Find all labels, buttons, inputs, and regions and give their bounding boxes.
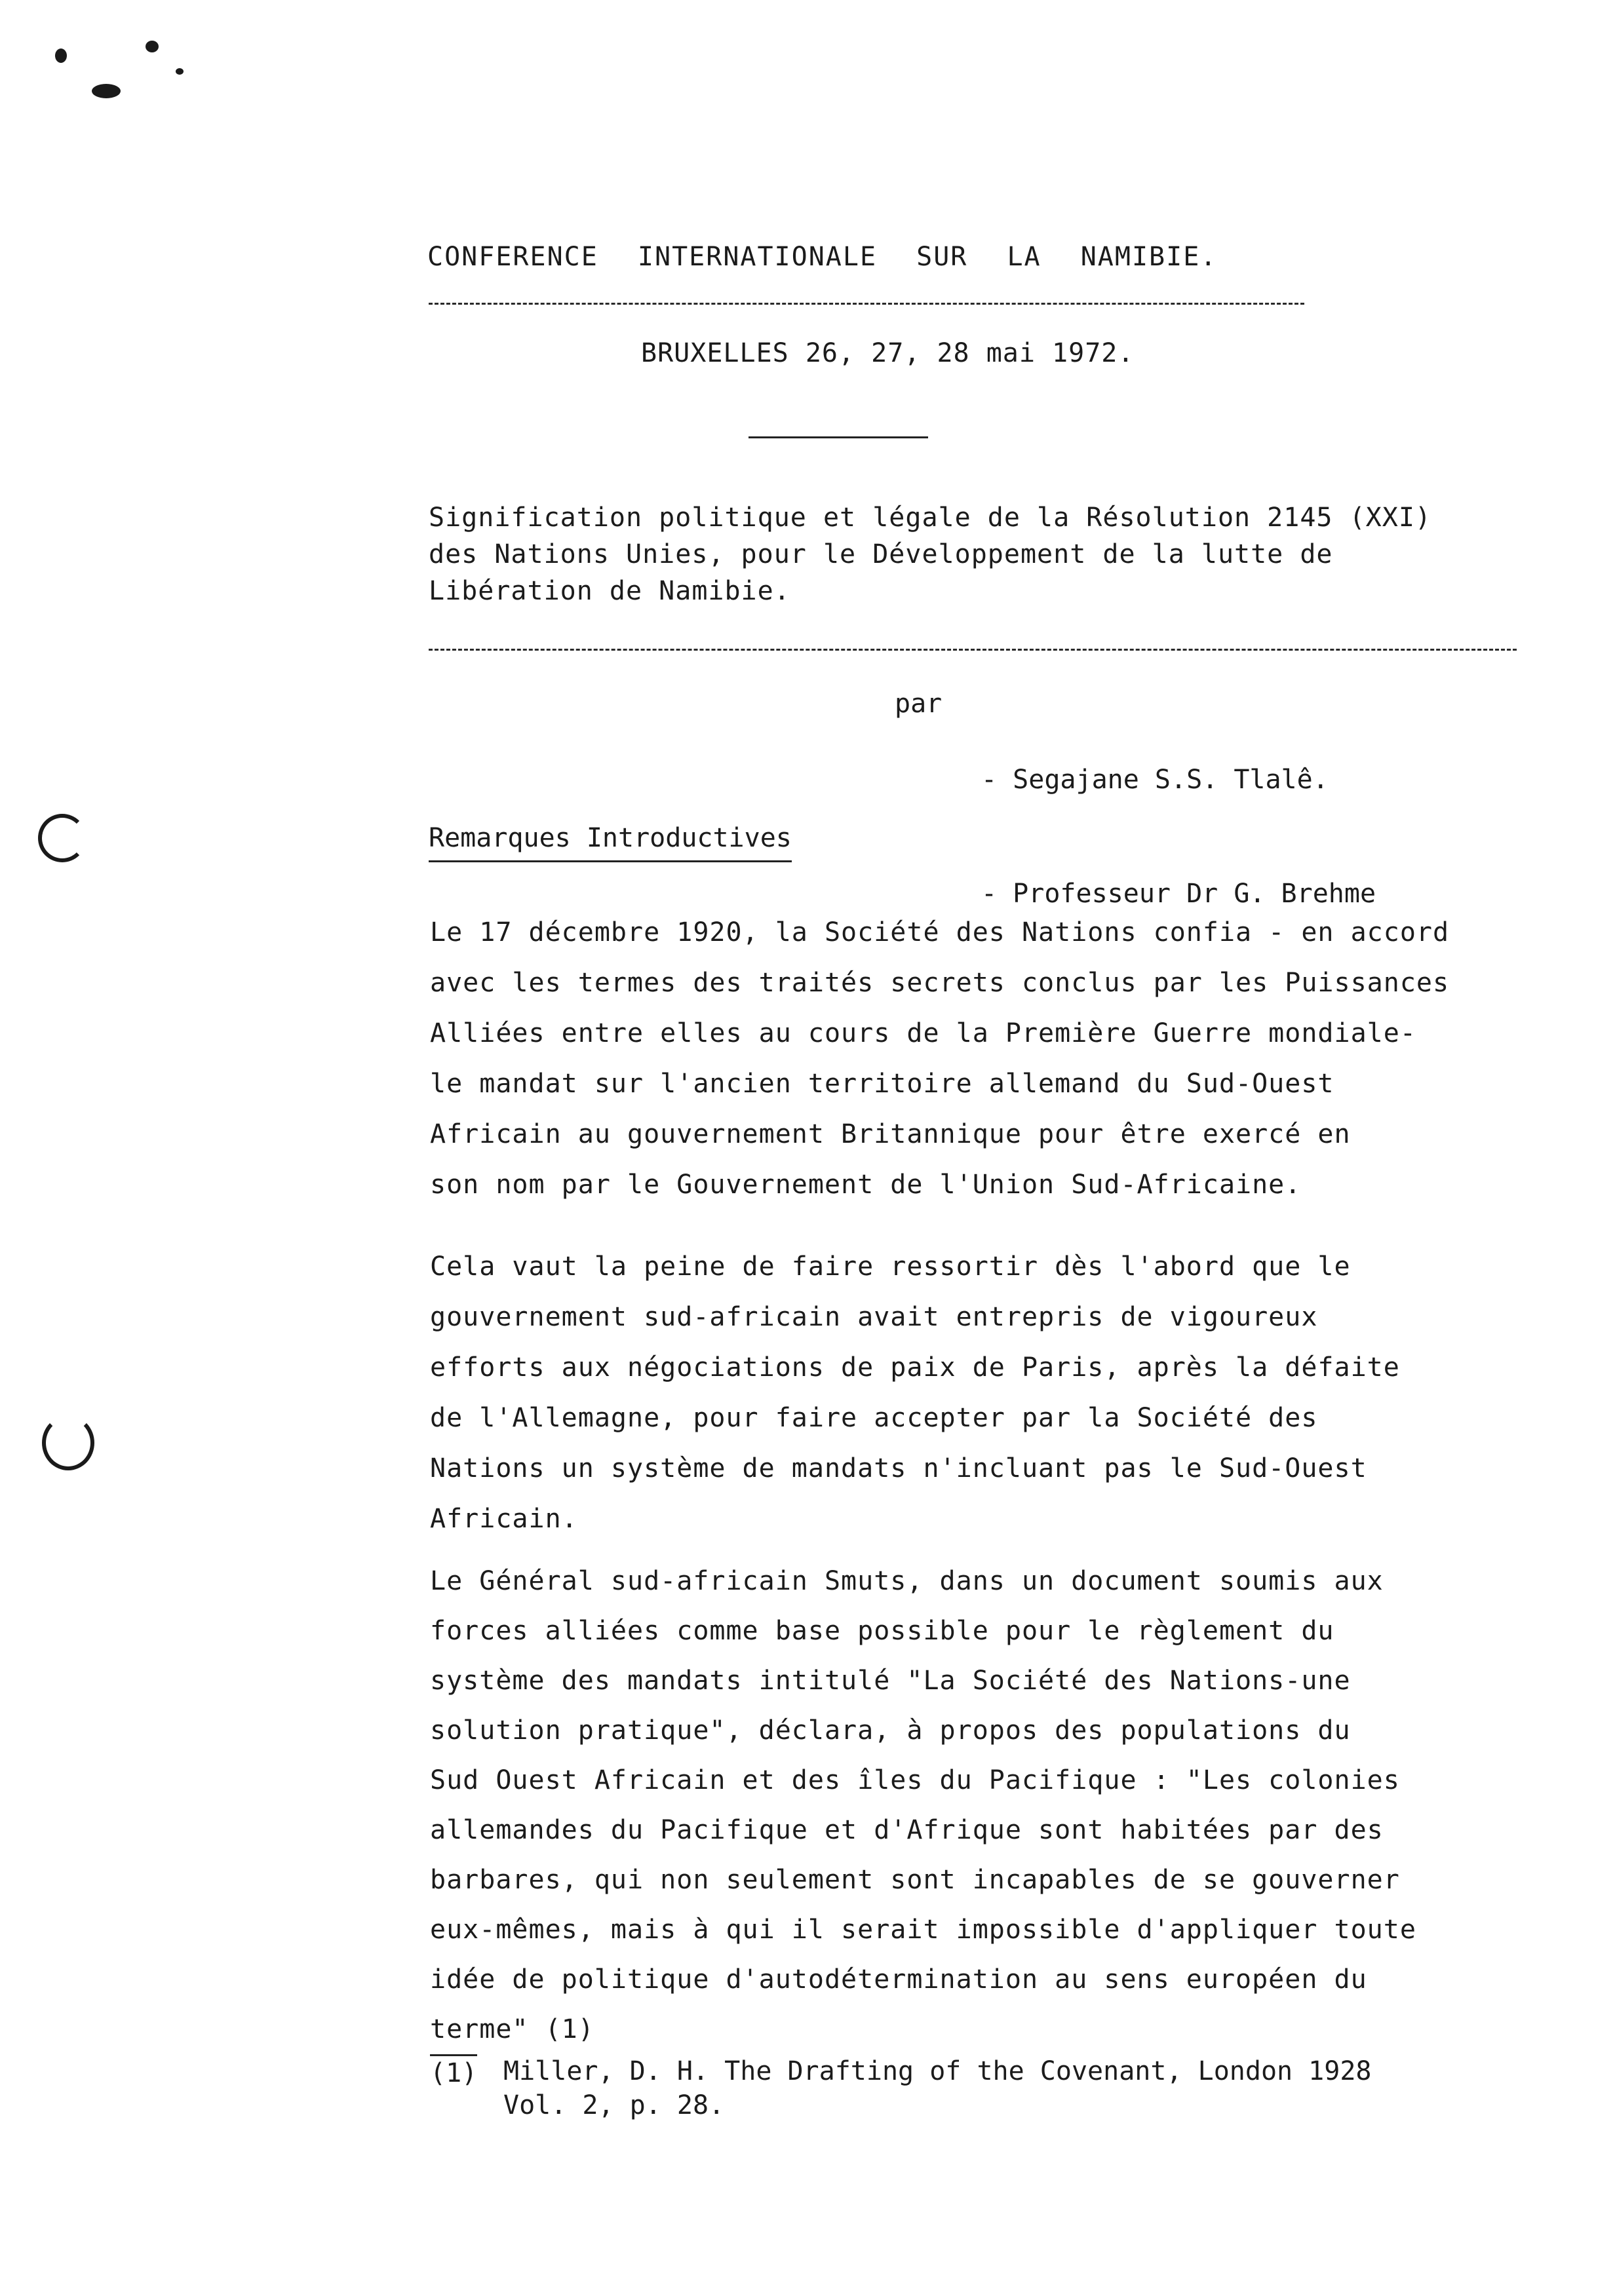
by-label: par <box>895 689 943 719</box>
scan-smudge <box>146 41 159 52</box>
subject-dashed-rule <box>429 649 1517 651</box>
author-name: - Professeur Dr G. Brehme <box>981 879 1376 909</box>
author-name: - Segajane S.S. Tlalê. <box>981 765 1329 795</box>
paragraph: Le 17 décembre 1920, la Société des Nations confia - en accord avec les termes des traités secrets conclus par les Puissances Alliées entre elles au cours de la Première Guerre mondiale- le mandat sur l'ancien territoire allemand du Sud-Ouest Africain au gouvernement Britannique pour être exercé en son nom par le Gouvernement de l'Union Sud-Africaine. <box>430 917 1450 1200</box>
scan-smudge <box>176 68 184 75</box>
title-dashed-rule <box>429 303 1304 305</box>
separator-rule <box>749 436 928 438</box>
section-heading: Remarques Introductives <box>429 822 792 862</box>
place-and-date: BRUXELLES 26, 27, 28 mai 1972. <box>641 338 1135 368</box>
document-subject: Signification politique et légale de la Résolution 2145 (XXI) des Nations Unies, pour le Développement de la lutte de Libération de Namibie. <box>429 503 1432 606</box>
paragraph: Cela vaut la peine de faire ressortir dès l'abord que le gouvernement sud-africain avait entrepris de vigoureux efforts aux négociations de paix de Paris, après la défaite de l'Allemagne, pour faire accepter par la Société des Nations un système de mandats n'incluant pas le Sud-Ouest Africain. <box>430 1252 1400 1534</box>
footnote-mark: (1) <box>430 2054 477 2090</box>
paragraph: Le Général sud-africain Smuts, dans un document soumis aux forces alliées comme base possible pour le règlement du système des mandats intitulé "La Société des Nations-une solution pratique", déclara, à propos des populations du Sud Ouest Africain et des îles du Pacifique : "Les colonies allemandes du Pacifique et d'Afrique sont habitées par des barbares, qui non seulement sont incapables de se gouverner eux-mêmes, mais à qui il serait impossible d'appliquer toute idée de politique d'autodétermination au sens européen du terme" (1) <box>430 1566 1416 2044</box>
footnote-text: Miller, D. H. The Drafting of the Covenant, London 1928 Vol. 2, p. 28. <box>503 2056 1372 2120</box>
conference-title: CONFERENCE INTERNATIONALE SUR LA NAMIBIE. <box>427 242 1218 272</box>
punch-hole-icon <box>42 1415 94 1470</box>
scan-smudge <box>92 84 121 98</box>
scan-smudge <box>55 48 67 63</box>
punch-hole-icon <box>38 814 87 862</box>
